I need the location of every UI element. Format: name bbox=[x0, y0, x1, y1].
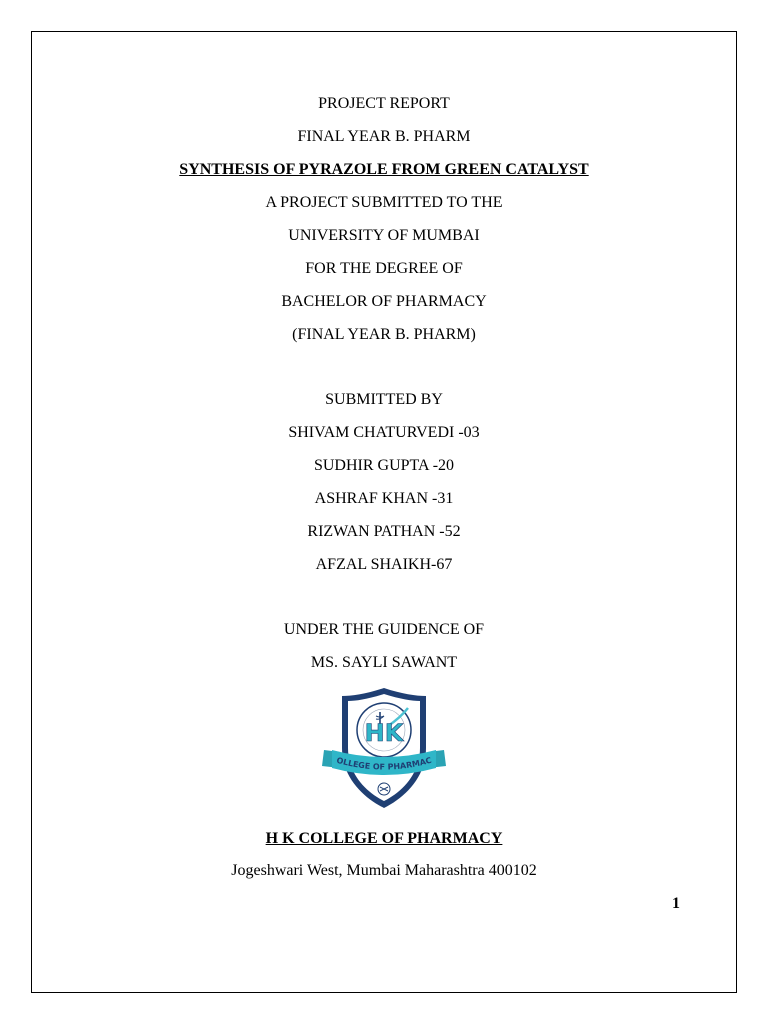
student-name: SUDHIR GUPTA -20 bbox=[313, 457, 455, 474]
student-name: RIZWAN PATHAN -52 bbox=[307, 523, 461, 540]
logo-initials: HK bbox=[364, 719, 404, 747]
guidance-heading: UNDER THE GUIDENCE OF bbox=[283, 621, 485, 638]
year-heading: FINAL YEAR B. PHARM bbox=[297, 128, 471, 145]
student-name: AFZAL SHAIKH-67 bbox=[315, 556, 453, 573]
student-name: SHIVAM CHATURVEDI -03 bbox=[288, 424, 480, 441]
page-number: 1 bbox=[672, 895, 680, 912]
project-title: SYNTHESIS OF PYRAZOLE FROM GREEN CATALYST bbox=[179, 161, 589, 178]
college-address: Jogeshwari West, Mumbai Maharashtra 400102 bbox=[231, 862, 537, 879]
submission-line-1: A PROJECT SUBMITTED TO THE bbox=[265, 194, 503, 211]
college-logo bbox=[316, 686, 452, 810]
submission-line-2: UNIVERSITY OF MUMBAI bbox=[288, 227, 480, 244]
submission-line-4: BACHELOR OF PHARMACY bbox=[281, 293, 487, 310]
guide-name: MS. SAYLI SAWANT bbox=[310, 654, 458, 671]
submitted-by-heading: SUBMITTED BY bbox=[325, 391, 443, 408]
college-name: H K COLLEGE OF PHARMACY bbox=[265, 830, 503, 847]
report-heading: PROJECT REPORT bbox=[318, 95, 450, 112]
logo-banner-text: OLLEGE OF PHARMAC bbox=[335, 755, 433, 772]
submission-line-5: (FINAL YEAR B. PHARM) bbox=[292, 326, 476, 343]
submission-line-3: FOR THE DEGREE OF bbox=[305, 260, 463, 277]
student-name: ASHRAF KHAN -31 bbox=[314, 490, 454, 507]
